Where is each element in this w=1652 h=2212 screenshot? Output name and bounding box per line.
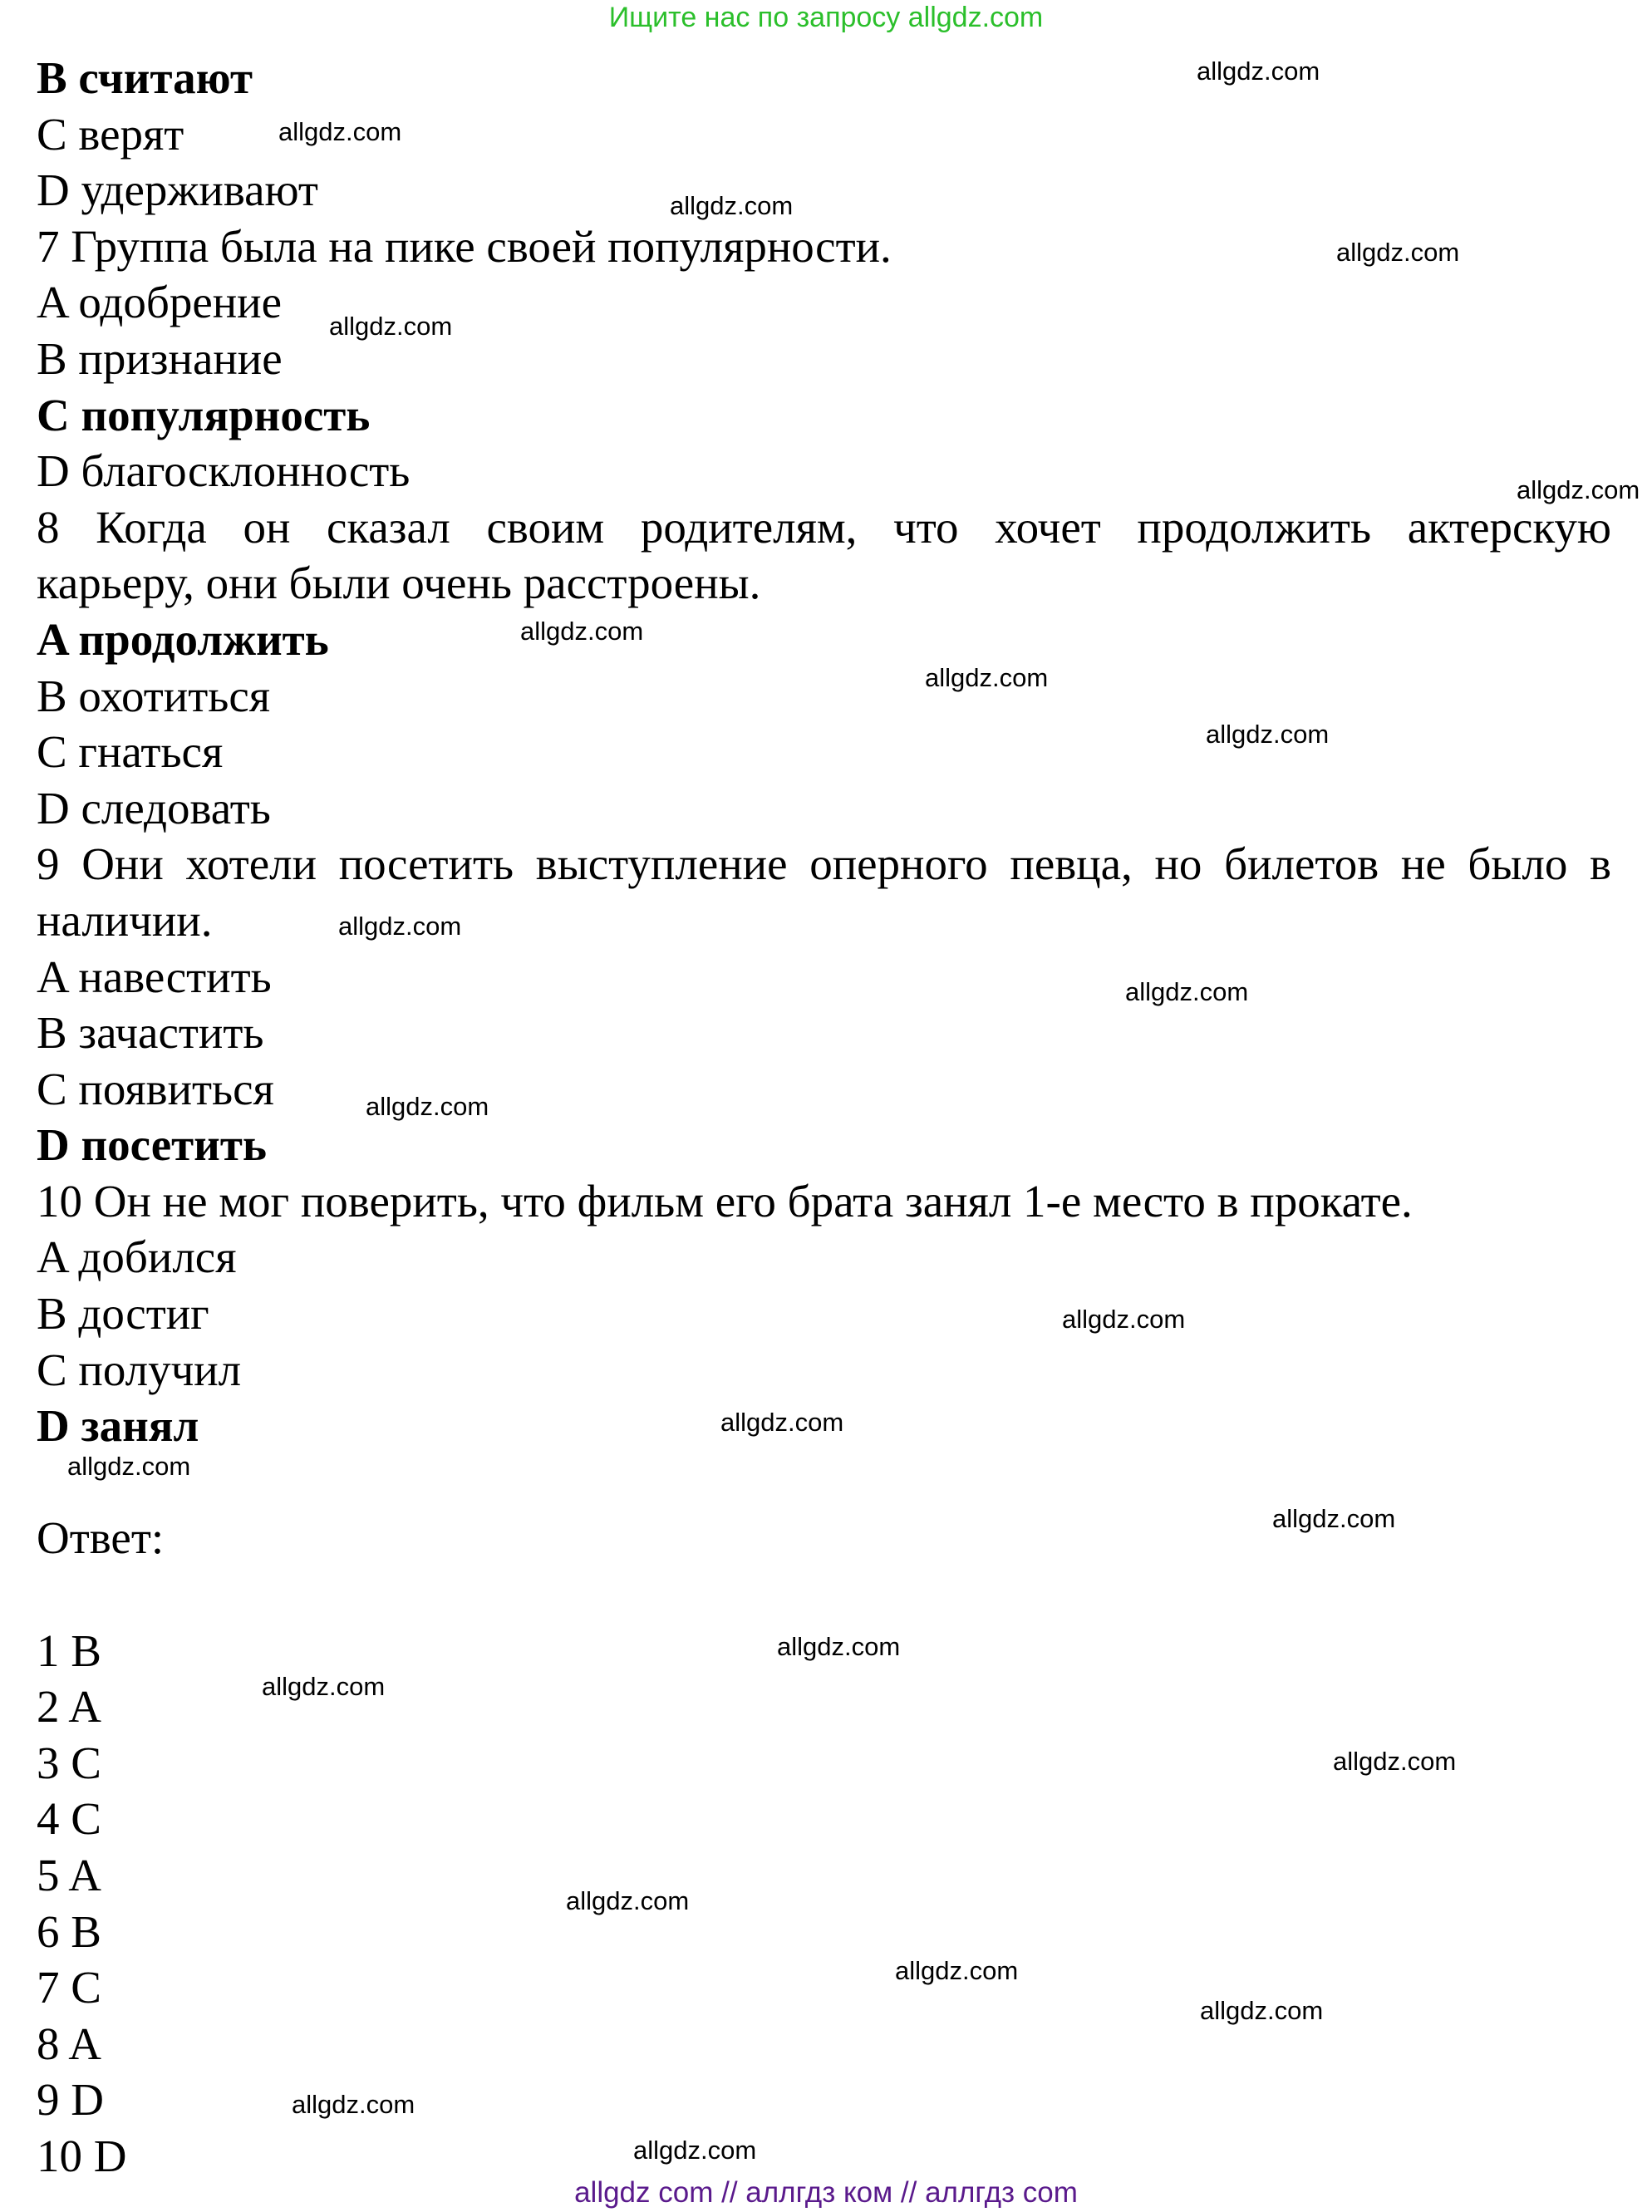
question-9 xyxy=(37,836,1611,948)
watermark: allgdz.com xyxy=(566,1886,690,1915)
answer-item: 5 A xyxy=(37,1850,101,1900)
option-line-correct: C популярность xyxy=(37,389,371,440)
option-line: C верят xyxy=(37,108,184,160)
answer-title: Ответ: xyxy=(37,1512,165,1564)
answer-item: 8 A xyxy=(37,2018,101,2069)
question-8-line-1: 8 Когда он сказал своим родителям, что хочет продолжить актерскую xyxy=(37,501,1611,553)
option-line: D благосклонность xyxy=(37,445,411,497)
answer-item: 7 C xyxy=(37,1962,101,2013)
option-line: C гнаться xyxy=(37,726,224,778)
watermark: allgdz.com xyxy=(777,1632,901,1661)
watermark: allgdz.com xyxy=(1333,1747,1457,1776)
spacer xyxy=(37,1566,1615,1623)
watermark: allgdz.com xyxy=(338,912,462,941)
document-body xyxy=(37,50,1615,2185)
watermark: allgdz.com xyxy=(1062,1305,1186,1334)
option-line-correct: D посетить xyxy=(37,1119,267,1171)
watermark: allgdz.com xyxy=(67,1452,191,1481)
watermark: allgdz.com xyxy=(925,663,1049,692)
option-line: B признание xyxy=(37,332,283,384)
spacer xyxy=(37,1454,1615,1511)
watermark: allgdz.com xyxy=(1336,238,1460,267)
watermark: allgdz.com xyxy=(292,2090,415,2119)
watermark: allgdz.com xyxy=(1200,1996,1324,2025)
answer-item: 1 B xyxy=(37,1625,101,1676)
watermark: allgdz.com xyxy=(278,117,402,146)
answer-item: 9 D xyxy=(37,2074,104,2126)
answer-item: 6 B xyxy=(37,1905,101,1957)
watermark: allgdz.com xyxy=(633,2136,757,2165)
option-line: D следовать xyxy=(37,782,271,833)
option-line: A добился xyxy=(37,1231,237,1283)
watermark: allgdz.com xyxy=(366,1092,489,1121)
option-line: B зачастить xyxy=(37,1007,264,1059)
option-line: C появиться xyxy=(37,1063,274,1114)
watermark: allgdz.com xyxy=(1125,977,1249,1006)
question-7: 7 Группа была на пике своей популярности. xyxy=(37,220,892,272)
watermark: allgdz.com xyxy=(895,1956,1019,1985)
question-9-line-1: 9 Они хотели посетить выступление оперного певца, но билетов не было в xyxy=(37,838,1611,890)
option-line-correct: D занял xyxy=(37,1400,199,1452)
footer-links[interactable]: allgdz com // аллгдз ком // аллгдз com xyxy=(574,2176,1078,2209)
option-line: B считают xyxy=(37,52,253,103)
watermark: allgdz.com xyxy=(1206,720,1330,749)
watermark: allgdz.com xyxy=(520,617,644,646)
watermark: allgdz.com xyxy=(670,191,794,220)
watermark: allgdz.com xyxy=(1197,57,1320,86)
option-line: B достиг xyxy=(37,1288,209,1339)
question-8 xyxy=(37,499,1611,612)
option-line: D удерживают xyxy=(37,165,318,216)
answer-item: 3 C xyxy=(37,1737,101,1788)
answer-item: 4 C xyxy=(37,1793,101,1845)
option-line: C получил xyxy=(37,1344,242,1395)
option-line: A навестить xyxy=(37,951,272,1002)
option-line: B охотиться xyxy=(37,670,271,721)
top-banner[interactable]: Ищите нас по запросу allgdz.com xyxy=(608,2,1044,33)
watermark: allgdz.com xyxy=(1272,1504,1396,1533)
watermark: allgdz.com xyxy=(262,1672,386,1701)
question-8-line-2: карьеру, они были очень расстроены. xyxy=(37,558,761,609)
option-line: A одобрение xyxy=(37,277,283,328)
question-10: 10 Он не мог поверить, что фильм его брата занял 1-е место в прокате. xyxy=(37,1175,1413,1226)
watermark: allgdz.com xyxy=(720,1408,844,1437)
answer-item: 10 D xyxy=(37,2130,127,2181)
option-line-correct: A продолжить xyxy=(37,613,329,665)
question-9-line-2: наличии. xyxy=(37,894,213,946)
watermark: allgdz.com xyxy=(1517,475,1640,504)
answer-item: 2 A xyxy=(37,1681,101,1733)
watermark: allgdz.com xyxy=(329,312,453,341)
